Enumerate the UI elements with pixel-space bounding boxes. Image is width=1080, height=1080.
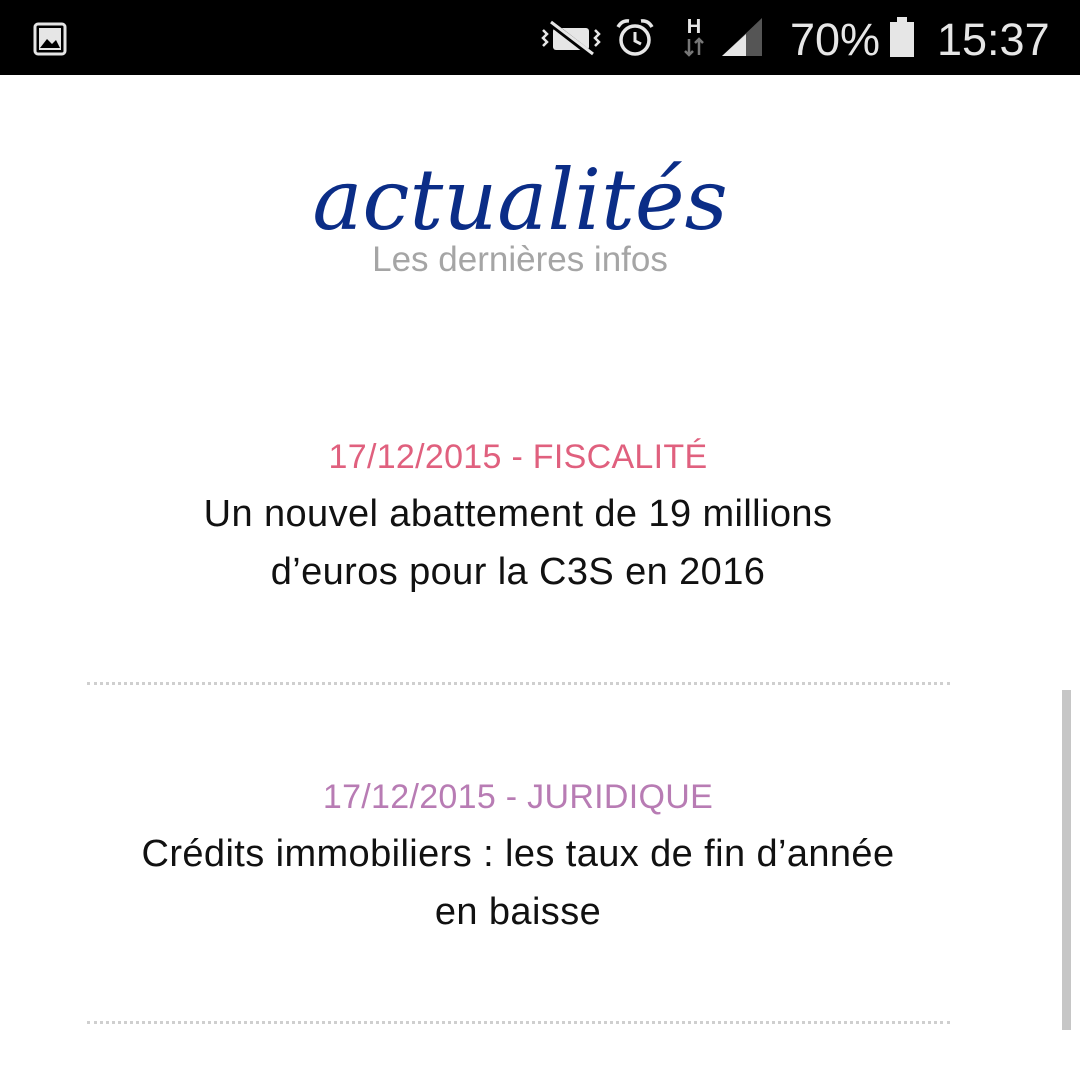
divider xyxy=(87,1021,950,1024)
scrollbar[interactable] xyxy=(1062,690,1071,1030)
signal-icon xyxy=(720,16,764,58)
alarm-icon xyxy=(614,17,656,59)
network-type-icon xyxy=(682,15,706,59)
battery-percent: 70% xyxy=(790,14,881,65)
news-item[interactable] xyxy=(0,775,1036,941)
page-subtitle: Les dernières infos xyxy=(372,240,668,279)
status-bar xyxy=(0,0,1080,75)
battery-icon xyxy=(888,15,916,59)
news-item[interactable] xyxy=(0,435,1036,601)
news-headline[interactable]: Un nouvel abattement de 19 millions d’euros pour la C3S en 2016 xyxy=(203,493,833,593)
news-date-category: 17/12/2015 - FISCALITÉ xyxy=(328,438,708,476)
news-headline[interactable]: Crédits immobiliers : les taux de fin d’année en baisse xyxy=(141,833,895,933)
svg-text:H: H xyxy=(686,16,702,38)
divider xyxy=(87,682,950,685)
clock: 15:37 xyxy=(937,14,1050,65)
news-date-category: 17/12/2015 - JURIDIQUE xyxy=(322,778,714,816)
gallery-icon xyxy=(33,22,67,56)
mute-icon xyxy=(541,18,601,58)
page-title: actualités xyxy=(312,151,728,249)
